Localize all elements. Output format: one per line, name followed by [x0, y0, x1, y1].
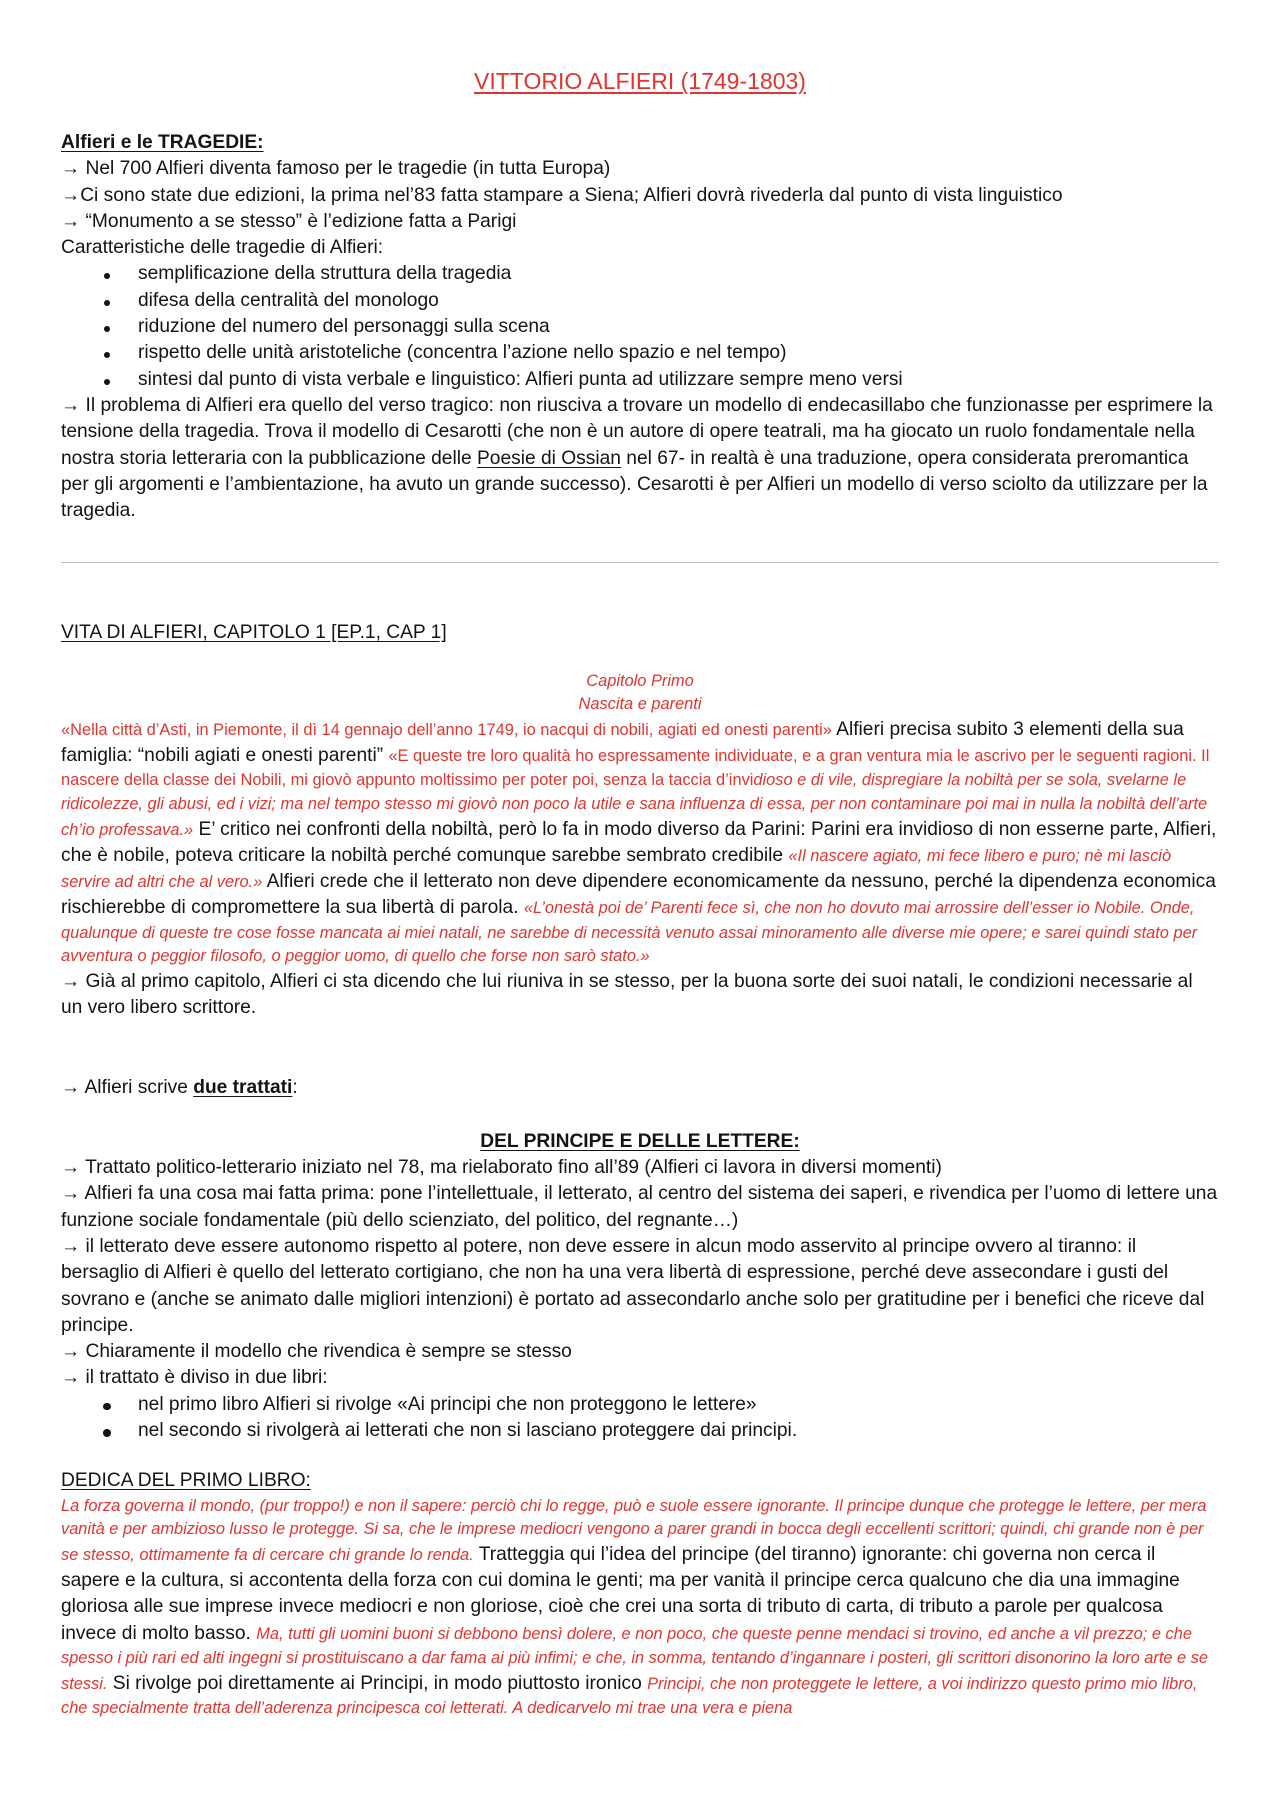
tragedie-line-characteristics-intro: Caratteristiche delle tragedie di Alfieri: — [61, 237, 384, 259]
principe-books-list — [61, 1392, 1219, 1445]
vita-paragraph — [61, 717, 1219, 969]
book-text: nel secondo si rivolgerà ai letterati che non si lasciano proteggere dai principi. — [138, 1420, 798, 1442]
bullet-icon — [103, 1403, 111, 1411]
section-principe — [61, 1129, 1219, 1445]
dedica-paragraph — [61, 1495, 1219, 1721]
book-text: nel primo libro Alfieri si rivolge «Ai principi che non proteggono le lettere» — [138, 1393, 757, 1415]
principe-line-composition: → Trattato politico-letterario iniziato nel 78, ma rielaborato fino all’89 (Alfieri ci lavora in diversi momenti) — [61, 1157, 942, 1179]
trattati-intro-colon: : — [292, 1076, 298, 1098]
chapter-subtitle: Nascita e parenti — [578, 695, 702, 714]
characteristic-item — [61, 367, 1219, 393]
quote-principi: Principi, che non proteggete le lettere, a voi indirizzo questo primo mio libro, che specialmente tratta dell’aderenza principesca coi letterati. A dedicarvelo mi trae una vera e piena — [61, 1674, 1198, 1717]
characteristic-text: riduzione del numero del personaggi sulla scena — [138, 316, 550, 338]
tragedie-line-fame: → Nel 700 Alfieri diventa famoso per le tragedie (in tutta Europa) — [61, 158, 611, 180]
quote-qualities: «E queste tre loro qualità ho espressamente individuate, e a gran ventura mia le ascrivo per le seguenti ragioni. Il nascere della classe dei Nobili, mi giovò appunto moltissimo per poter poi, senza la taccia d’invi — [61, 747, 1210, 790]
bullet-icon — [104, 273, 110, 279]
comment-independence: Alfieri crede che il letterato non deve dipendere economicamente da nessuno, perché la dipendenza economica rischierebbe di compromettere la sua libertà di parola. — [61, 871, 1216, 919]
principe-line-intellectual: → Alfieri fa una cosa mai fatta prima: pone l’intellettuale, il letterato, al centro del sistema dei saperi, e rivendica per l’uomo di lettere una funzione sociale fondamentale (più dello scienziato, del politico, del regnante…) — [61, 1183, 1218, 1231]
bullet-icon — [104, 326, 110, 332]
section-vita — [61, 620, 1219, 1021]
trattati-intro-text: → Alfieri scrive — [61, 1076, 194, 1098]
comment-principe: Tratteggia qui l’idea del principe (del tiranno) ignorante: chi governa non cerca il sapere e la cultura, si accontenta della forza con cui domina le genti; ma per vanità il principe cerca qualcuno che dia una immagine gloriosa alle sue imprese invece mediocri e non gloriose, cioè che crei una sorta di tributo di carta, di tributo a parole per qualcosa invece di molto basso. — [61, 1543, 1180, 1644]
verse-paragraph-text: → Il problema di Alfieri era quello del verso tragico: non riusciva a trovare un modello di endecasillabo che funzionasse per esprimere la tensione della tragedia. Trova il modello di Cesarotti (che non è un autore di opere teatrali, ma ha giocato un ruolo fondamentale nella nostra storia letteraria con la pubblicazione delle — [61, 394, 1213, 469]
characteristic-item — [61, 288, 1219, 314]
trattati-intro — [61, 1075, 1219, 1101]
tragedie-line-editions: →Ci sono state due edizioni, la prima nel’83 fatta stampare a Siena; Alfieri dovrà rivederla dal punto di vista linguistico — [61, 184, 1063, 206]
characteristic-item — [61, 340, 1219, 366]
comment-family: Alfieri precisa subito 3 elementi della sua famiglia: “nobili agiati e onesti parenti” — [61, 718, 1184, 767]
tragedie-line-monumento: → “Monumento a se stesso” è l’edizione fatta a Parigi — [61, 210, 517, 232]
section-divider — [61, 562, 1219, 563]
chapter-heading — [61, 670, 1219, 717]
bullet-icon — [104, 300, 110, 306]
principe-heading: DEL PRINCIPE E DELLE LETTERE: — [480, 1130, 800, 1152]
comment-parini: E’ critico nei confronti della nobiltà, però lo fa in modo diverso da Parini: Parini era invidioso di non esserne parte, Alfieri, che è nobile, poteva criticare la nobiltà perché comunque sarebbe sembrato credibile — [61, 818, 1217, 866]
characteristic-item — [61, 314, 1219, 340]
document-title: VITTORIO ALFIERI (1749-1803) — [474, 68, 806, 94]
verse-paragraph-text: nel 67- in realtà è una traduzione, opera considerata preromantica per gli argomenti e l’ambientazione, ha avuto un grande successo). Cesarotti è per Alfieri un modello di verso sciolto da utilizzare per la tragedia. — [61, 447, 1208, 522]
tragedie-characteristics-list — [61, 261, 1219, 392]
characteristic-text: rispetto delle unità aristoteliche (concentra l’azione nello spazio e nel tempo) — [138, 342, 787, 364]
bullet-icon — [103, 1429, 111, 1437]
principe-line-autonomy: → il letterato deve essere autonomo rispetto al potere, non deve essere in alcun modo asservito al principe ovvero al tiranno: il bersaglio di Alfieri è quello del letterato cortigiano, che non ha una vera libertà di espressione, perché deve assecondare i gusti del sovrano e (anche se animato dalle migliori intenzioni) è portato ad assecondarlo anche solo per gratitudine per i benefici che riceve dal principe. — [61, 1235, 1205, 1336]
characteristic-text: sintesi dal punto di vista verbale e linguistico: Alfieri punta ad utilizzare sempre meno versi — [138, 368, 903, 390]
quote-onesta: «L’onestà poi de’ Parenti fece sì, che non ho dovuto mai arrossire dell’esser io Nobile. Onde, qualunque di queste tre cose fosse mancata ai miei natali, ne sarebbe di necessità venuto assai minoramento alle diverse mie opere; e sarei quindi stato per avventura o peggior filosofo, o peggior uomo, di quello che forse non sarò stato.» — [61, 899, 1198, 966]
characteristic-item — [61, 261, 1219, 287]
book-item — [61, 1418, 1219, 1444]
quote-penne: Ma, tutti gli uomini buoni si debbono bensì dolere, e non poco, che queste penne mendaci si trovino, ed anche a vil prezzo; e che spesso i più rari ed alti ingegni si prostituiscano a dar fama ai più infimi; e che, in somma, tentando d’ingannare i posteri, gli scrittori disonorino la loro arte e se stessi. — [61, 1624, 1209, 1693]
section-dedica — [61, 1468, 1219, 1720]
vita-conclusion: → Già al primo capitolo, Alfieri ci sta dicendo che lui riuniva in se stesso, per la buona sorte dei suoi natali, le condizioni necessarie al un vero libero scrittore. — [61, 970, 1193, 1019]
characteristic-text: semplificazione della struttura della tragedia — [138, 263, 512, 285]
bullet-icon — [104, 352, 110, 358]
dedica-heading: DEDICA DEL PRIMO LIBRO: — [61, 1470, 311, 1492]
characteristic-text: difesa della centralità del monologo — [138, 289, 439, 311]
book-item — [61, 1392, 1219, 1418]
chapter-title: Capitolo Primo — [586, 671, 694, 690]
trattati-emphasis: due trattati — [193, 1076, 293, 1098]
vita-heading: VITA DI ALFIERI, CAPITOLO 1 [EP.1, CAP 1] — [61, 622, 447, 644]
tragedie-verse-paragraph — [61, 393, 1219, 524]
quote-forza: La forza governa il mondo, (pur troppo!) e non il sapere: perciò chi lo regge, può e suole essere ignorante. Il principe dunque che protegge le lettere, per mera vanità e per ambizioso lusso le protegge. Si sa, che le imprese mediocri vengono a parer grandi in bocca degli eccellenti scrittori; quindi, chi grande non è per se stesso, ottimamente fa di cercare chi grande lo renda. — [61, 1496, 1207, 1564]
quote-birth: «Nella città d’Asti, in Piemonte, il dì 14 gennajo dell’anno 1749, io nacqui di nobili, agiati ed onesti parenti» — [61, 720, 832, 739]
principe-line-books-intro: → il trattato è diviso in due libri: — [61, 1367, 328, 1389]
comment-ironico: Si rivolge poi direttamente ai Principi, in modo piuttosto ironico — [107, 1672, 648, 1694]
quote-agiato: «Il nascere agiato, mi fece libero e puro; nè mi lasciò servire ad altri che al vero.» — [61, 846, 1172, 892]
section-tragedie — [61, 130, 1219, 524]
ossian-title: Poesie di Ossian — [476, 447, 621, 469]
principe-line-model: → Chiaramente il modello che rivendica è sempre se stesso — [61, 1341, 572, 1363]
bullet-icon — [104, 379, 110, 385]
tragedie-heading: Alfieri e le TRAGEDIE: — [61, 132, 264, 153]
quote-qualities-italic: dioso e di vile, dispregiare la nobiltà per se sola, svelarne le ridicolezze, gli abusi, ed i vizi; ma nel tempo stesso mi giovò non poco la utile e sana influenza di essa, per non contaminare poi mai in nulla la nobiltà dell’arte ch’io professava.» — [61, 771, 1208, 839]
